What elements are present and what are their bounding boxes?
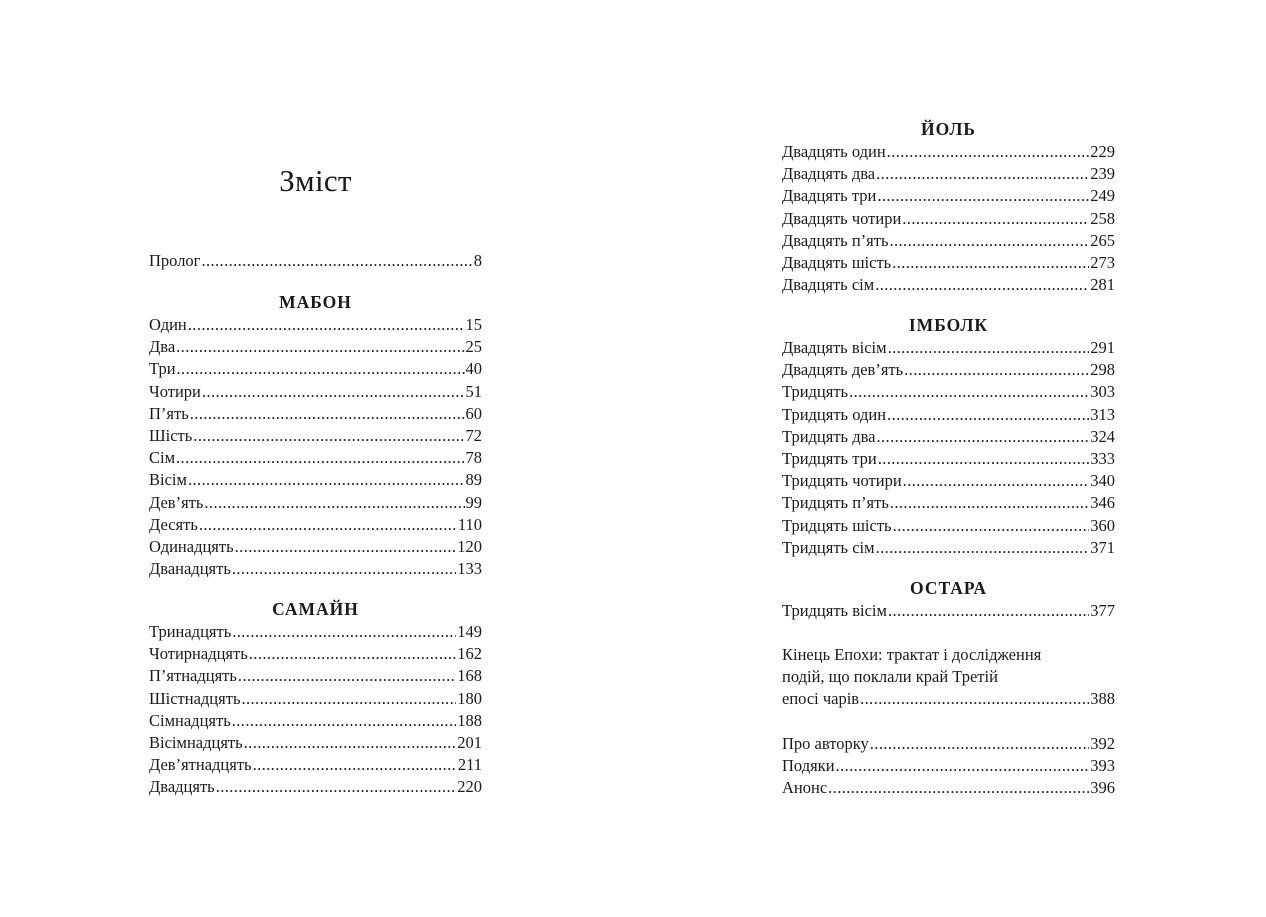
- entry-page: 60: [465, 403, 482, 423]
- toc-entry[interactable]: [149, 536, 482, 558]
- dot-leader: [876, 163, 1089, 185]
- dot-leader: [836, 755, 1090, 777]
- entry-page: 303: [1090, 382, 1115, 402]
- entry-page: 220: [457, 777, 482, 797]
- entry-page: 51: [465, 381, 482, 401]
- entry-label: Дванадцять: [149, 559, 231, 579]
- entry-page: 78: [465, 448, 482, 468]
- toc-entry[interactable]: [149, 665, 482, 687]
- dot-leader: [193, 425, 464, 447]
- section-ostara: [782, 576, 1115, 622]
- entry-label: Двадцять вісім: [782, 338, 887, 357]
- entry-page: 273: [1090, 252, 1115, 272]
- entry-label: Один: [149, 315, 187, 334]
- toc-entry[interactable]: [782, 515, 1115, 537]
- entry-label: Тридцять чотири: [782, 471, 902, 491]
- entry-label: Тридцять вісім: [782, 601, 887, 620]
- dot-leader: [204, 492, 464, 514]
- entry-page: 15: [465, 315, 482, 334]
- dot-leader: [892, 252, 1089, 274]
- right-page: [782, 0, 1115, 917]
- entry-label: Одинадцять: [149, 536, 234, 556]
- dot-leader: [202, 381, 465, 403]
- entry-label: Тридцять один: [782, 404, 887, 424]
- toc-entry[interactable]: [149, 776, 482, 798]
- entry-page: 149: [457, 622, 482, 641]
- toc-entry[interactable]: [149, 514, 482, 536]
- entry-page: 313: [1090, 404, 1115, 424]
- dot-leader: [904, 359, 1089, 381]
- dot-leader: [232, 558, 456, 580]
- left-page: [149, 0, 482, 917]
- toc-entry[interactable]: [149, 336, 482, 358]
- toc-entry[interactable]: [782, 185, 1115, 207]
- toc-entry[interactable]: [149, 710, 482, 732]
- toc-entry-treatise[interactable]: [782, 644, 1115, 711]
- dot-leader: [887, 141, 1090, 163]
- dot-leader: [878, 448, 1090, 470]
- toc-entry[interactable]: [149, 403, 482, 425]
- dot-leader: [828, 777, 1089, 799]
- dot-leader: [903, 470, 1090, 492]
- entry-page: 249: [1090, 186, 1115, 206]
- entry-label: Вісім: [149, 470, 187, 490]
- entry-list: [782, 141, 1115, 296]
- entry-label: Сім: [149, 448, 176, 468]
- toc-entry[interactable]: [782, 537, 1115, 559]
- toc-entry[interactable]: [149, 447, 482, 469]
- entry-label: Шість: [149, 425, 193, 445]
- toc-entry[interactable]: [782, 337, 1115, 359]
- toc-entry-acknowledgements[interactable]: [782, 755, 1115, 777]
- dot-leader: [244, 732, 457, 754]
- section-yule: [782, 117, 1115, 296]
- dot-leader: [902, 208, 1089, 230]
- section-heading: МАБОН: [279, 292, 352, 312]
- toc-entry[interactable]: [782, 448, 1115, 470]
- entry-label: Сімнадцять: [149, 710, 231, 730]
- dot-leader: [232, 710, 457, 732]
- entry-page: 211: [457, 755, 482, 775]
- dot-leader: [888, 600, 1089, 622]
- entry-label: Дев’ятнадцять: [149, 755, 252, 775]
- entry-page: 133: [457, 559, 482, 579]
- toc-entry[interactable]: [149, 643, 482, 665]
- toc-entry[interactable]: [149, 558, 482, 580]
- dot-leader: [890, 492, 1089, 514]
- entry-label: Двадцять один: [782, 142, 886, 161]
- toc-entry[interactable]: [782, 600, 1115, 622]
- dot-leader: [176, 447, 464, 469]
- toc-entry[interactable]: [782, 230, 1115, 252]
- entry-page: 162: [457, 644, 482, 664]
- treatise-line-1: Кінець Епохи: трактат і дослідження: [782, 645, 1042, 664]
- section-heading: ЙОЛЬ: [921, 119, 976, 139]
- entry-label: Пролог: [149, 251, 201, 270]
- dot-leader: [201, 250, 472, 272]
- dot-leader: [876, 537, 1090, 559]
- toc-entry[interactable]: [782, 163, 1115, 185]
- entry-page: 324: [1090, 426, 1115, 446]
- dot-leader: [216, 776, 457, 798]
- entry-page: 120: [457, 536, 482, 556]
- dot-leader: [238, 665, 456, 687]
- entry-page: 340: [1090, 471, 1115, 491]
- dot-leader: [877, 426, 1090, 448]
- toc-entry[interactable]: [149, 358, 482, 380]
- entry-label: Тридцять п’ять: [782, 493, 889, 513]
- dot-leader: [249, 643, 456, 665]
- entry-label: Чотирнадцять: [149, 644, 248, 664]
- entry-label: Подяки: [782, 756, 835, 776]
- toc-entry[interactable]: [149, 425, 482, 447]
- entry-label: Двадцять: [149, 777, 215, 797]
- toc-entry[interactable]: [782, 470, 1115, 492]
- entry-label: Тридцять три: [782, 448, 877, 468]
- entry-page: 168: [457, 666, 482, 686]
- entry-page: 180: [457, 688, 482, 708]
- entry-label: Двадцять три: [782, 186, 877, 206]
- entry-page: 393: [1090, 756, 1115, 776]
- section-mabon: [149, 290, 482, 580]
- toc-entry[interactable]: [149, 732, 482, 754]
- entry-label: Дев’ять: [149, 492, 204, 512]
- dot-leader: [870, 733, 1089, 755]
- entry-page: 291: [1090, 338, 1115, 357]
- section-samhain: [149, 597, 482, 799]
- toc-entry[interactable]: [782, 404, 1115, 426]
- entry-label: Три: [149, 359, 176, 379]
- entry-label: Два: [149, 337, 176, 357]
- section-heading: САМАЙН: [272, 599, 359, 619]
- entry-page: 298: [1090, 360, 1115, 380]
- dot-leader: [888, 337, 1090, 359]
- entry-label: Анонс: [782, 778, 828, 798]
- dot-leader: [849, 381, 1089, 403]
- entry-label: Двадцять чотири: [782, 208, 902, 228]
- dot-leader: [253, 754, 457, 776]
- entry-label: Тридцять: [782, 382, 849, 402]
- entry-page: 265: [1090, 230, 1115, 250]
- entry-page: 392: [1090, 734, 1115, 753]
- entry-label: Чотири: [149, 381, 201, 401]
- toc-entry[interactable]: [782, 492, 1115, 514]
- entry-page: 229: [1090, 142, 1115, 161]
- entry-label: Тринадцять: [149, 622, 232, 641]
- dot-leader: [877, 185, 1089, 207]
- dot-leader: [199, 514, 457, 536]
- toc-entry[interactable]: [782, 141, 1115, 163]
- entry-label: Тридцять шість: [782, 515, 892, 535]
- entry-page: 333: [1090, 448, 1115, 468]
- entry-page: 99: [465, 492, 482, 512]
- entry-label: Тридцять сім: [782, 537, 875, 557]
- dot-leader: [235, 536, 457, 558]
- toc-entry[interactable]: [782, 381, 1115, 403]
- entry-list: [782, 600, 1115, 622]
- toc-entry[interactable]: [149, 621, 482, 643]
- back-matter: [782, 733, 1115, 800]
- entry-label: Десять: [149, 514, 198, 534]
- toc-entry[interactable]: [149, 754, 482, 776]
- entry-page: 239: [1090, 164, 1115, 184]
- prologue-block: [149, 250, 482, 272]
- entry-page: 388: [1090, 689, 1115, 709]
- toc-entry[interactable]: [782, 252, 1115, 274]
- entry-page: 281: [1090, 275, 1115, 295]
- entry-page: 377: [1090, 601, 1115, 620]
- treatise-line-2: подій, що поклали край Третій: [782, 667, 998, 687]
- dot-leader: [860, 688, 1089, 710]
- entry-page: 360: [1090, 515, 1115, 535]
- toc-entry-about-author[interactable]: [782, 733, 1115, 755]
- entry-page: 258: [1090, 208, 1115, 228]
- entry-list: [782, 337, 1115, 559]
- entry-label: Вісімнадцять: [149, 732, 243, 752]
- entry-label: П’ятнадцять: [149, 666, 237, 686]
- entry-list: [149, 621, 482, 799]
- toc-entry[interactable]: [782, 208, 1115, 230]
- toc-entry[interactable]: [149, 688, 482, 710]
- entry-label: Тридцять два: [782, 426, 876, 446]
- entry-label: П’ять: [149, 403, 189, 423]
- entry-page: 110: [457, 514, 482, 534]
- dot-leader: [177, 358, 465, 380]
- section-imbolc: [782, 313, 1115, 559]
- dot-leader: [188, 469, 465, 491]
- entry-label: Двадцять п’ять: [782, 230, 889, 250]
- toc-entry-preview[interactable]: [782, 777, 1115, 799]
- dot-leader: [232, 621, 456, 643]
- entry-label: Шістнадцять: [149, 688, 241, 708]
- section-heading: ОСТАРА: [910, 578, 987, 598]
- dot-leader: [190, 403, 465, 425]
- entry-label: епосі чарів: [782, 689, 860, 709]
- entry-list: [149, 314, 482, 580]
- treatise-line-3: [782, 688, 1115, 710]
- dot-leader: [887, 404, 1089, 426]
- toc-title: Зміст: [279, 163, 352, 198]
- dot-leader: [188, 314, 465, 336]
- entry-page: 201: [457, 732, 482, 752]
- toc-entry[interactable]: [149, 381, 482, 403]
- entry-label: Двадцять сім: [782, 275, 875, 295]
- dot-leader: [241, 688, 456, 710]
- entry-page: 371: [1090, 537, 1115, 557]
- dot-leader: [893, 515, 1090, 537]
- entry-label: Двадцять два: [782, 164, 876, 184]
- toc-entry[interactable]: [782, 274, 1115, 296]
- entry-page: 89: [465, 470, 482, 490]
- dot-leader: [176, 336, 464, 358]
- toc-entry-prologue[interactable]: [149, 250, 482, 272]
- dot-leader: [889, 230, 1089, 252]
- entry-page: 396: [1090, 778, 1115, 798]
- entry-label: Двадцять дев’ять: [782, 360, 904, 380]
- entry-page: 72: [465, 425, 482, 445]
- toc-entry[interactable]: [149, 469, 482, 491]
- entry-page: 188: [457, 710, 482, 730]
- toc-entry[interactable]: [149, 314, 482, 336]
- entry-page: 40: [465, 359, 482, 379]
- toc-entry[interactable]: [782, 359, 1115, 381]
- entry-page: 25: [465, 337, 482, 357]
- toc-entry[interactable]: [149, 492, 482, 514]
- entry-label: Двадцять шість: [782, 252, 892, 272]
- dot-leader: [875, 274, 1089, 296]
- entry-page: 346: [1090, 493, 1115, 513]
- entry-page: 8: [473, 251, 482, 270]
- entry-label: Про авторку: [782, 734, 869, 753]
- toc-entry[interactable]: [782, 426, 1115, 448]
- section-heading: ІМБОЛК: [908, 315, 989, 335]
